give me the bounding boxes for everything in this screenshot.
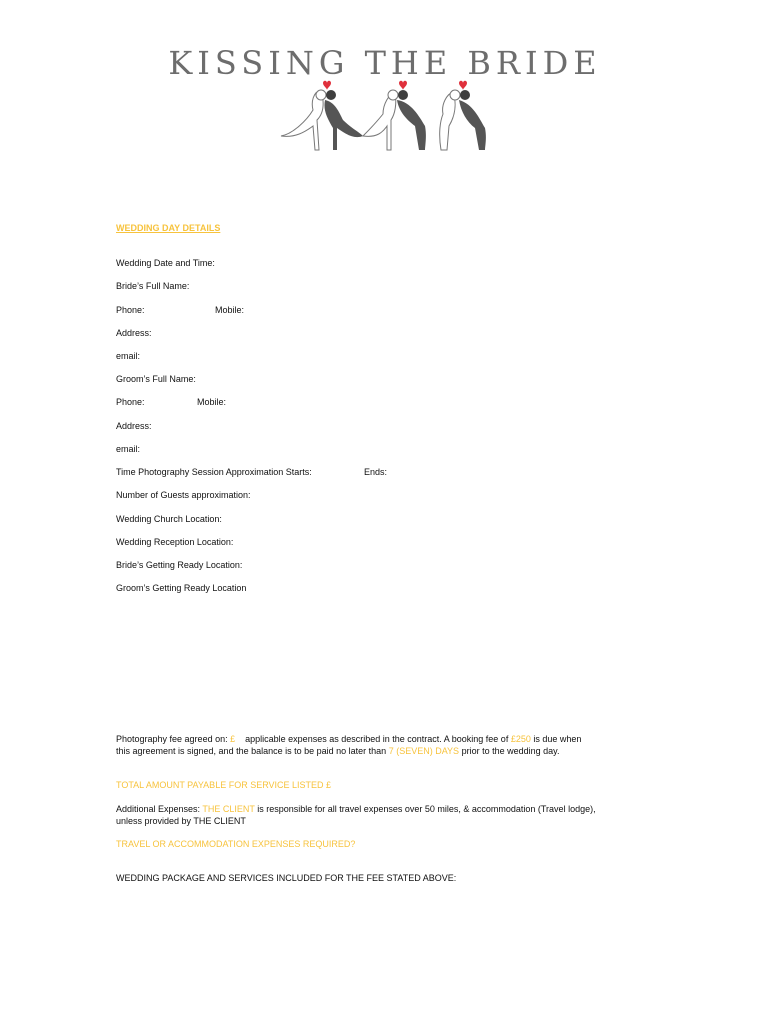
groom-email-label: email: [116, 444, 141, 454]
kissing-couples-logo [279, 80, 491, 154]
couple-1 [281, 90, 363, 150]
bride-phone-label: Phone: [116, 305, 145, 315]
package-label: WEDDING PACKAGE AND SERVICES INCLUDED FOR THE FEE STATED ABOVE: [116, 873, 457, 883]
expenses-label: Additional Expenses: [116, 804, 201, 814]
groom-phone-label: Phone: [116, 397, 145, 407]
fee-paragraph [116, 733, 656, 757]
couple-3 [440, 90, 486, 150]
brand-title: KISSING THE BRIDE [168, 44, 602, 82]
client-text: THE CLIENT [202, 804, 255, 814]
bride-ready-location-label: Bride’s Getting Ready Location: [116, 560, 243, 570]
guests-label: Number of Guests approximation: [116, 490, 251, 500]
heart-icon [459, 81, 467, 90]
fee-text-2: applicable expenses as described in the contract. A booking fee of [245, 734, 509, 744]
balance-days-value: 7 (SEVEN) DAYS [388, 746, 460, 756]
groom-ready-location-label: Groom’s Getting Ready Location [116, 583, 247, 593]
bride-mobile-label: Mobile: [215, 305, 245, 315]
fee-text-4: this agreement is signed, and the balance is to be paid no later than [116, 746, 387, 756]
groom-name-label: Groom’s Full Name: [116, 374, 196, 384]
bride-email-label: email: [116, 351, 141, 361]
session-ends-label: Ends: [364, 467, 388, 477]
reception-location-label: Wedding Reception Location: [116, 537, 234, 547]
church-location-label: Wedding Church Location: [116, 514, 222, 524]
bride-address-label: Address: [116, 328, 152, 338]
heart-icon [399, 81, 407, 90]
wedding-date-label: Wedding Date and Time: [116, 258, 215, 268]
session-starts-label: Time Photography Session Approximation Starts: [116, 467, 312, 477]
groom-mobile-label: Mobile: [197, 397, 227, 407]
groom-address-label: Address: [116, 421, 152, 431]
expenses-line-2: unless provided by THE CLIENT [116, 816, 246, 826]
section-heading: WEDDING DAY DETAILS [116, 223, 221, 233]
expenses-paragraph [116, 803, 656, 827]
total-amount-label: TOTAL AMOUNT PAYABLE FOR SERVICE LISTED £ [116, 780, 332, 790]
booking-fee-value: £250 [510, 734, 531, 744]
fee-text-5: prior to the wedding day. [461, 746, 560, 756]
couple-2 [363, 90, 426, 150]
fee-currency: £ [230, 734, 236, 744]
bride-name-label: Bride’s Full Name: [116, 281, 190, 291]
travel-expenses-label: TRAVEL OR ACCOMMODATION EXPENSES REQUIRED? [116, 839, 356, 849]
fee-text-1: Photography fee agreed on: [116, 734, 228, 744]
fee-text-3: is due when [533, 734, 582, 744]
heart-icon [323, 81, 331, 90]
expenses-text: is responsible for all travel expenses over 50 miles, & accommodation (Travel lodge), [257, 804, 596, 814]
